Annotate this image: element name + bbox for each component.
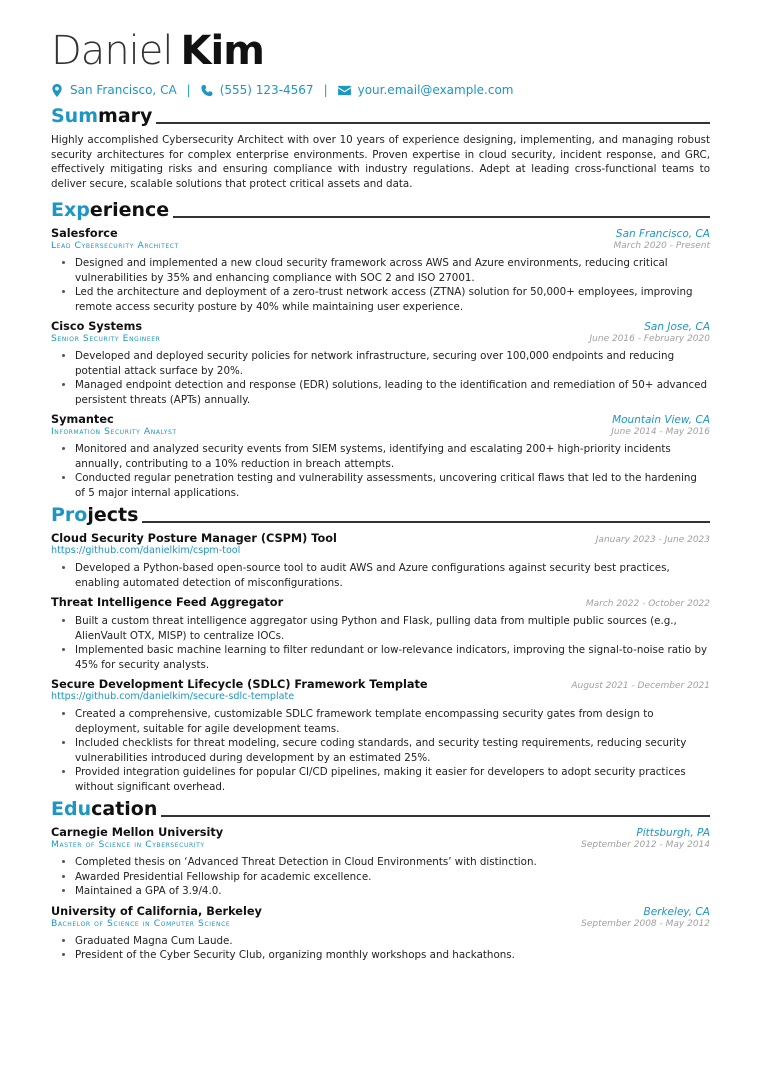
summary-text: Highly accomplished Cybersecurity Architect with over 10 years of experience designing, implementing, and managing robust security architectures for complex enterprise environments. Proven expertise in cloud security, incident response, and GRC, effectively mitigating risks and ensuring compliance with industry regulations. Adept at leading cross-functional teams to deliver secure, scalable solutions that protect critical assets and data. xyxy=(51,134,710,190)
bullet-list xyxy=(51,349,710,407)
role-title: Bachelor of Science in Computer Science xyxy=(51,917,231,929)
projects-heading: Projects xyxy=(51,504,710,526)
entry-subheader-row xyxy=(51,333,710,344)
organization-name: Carnegie Mellon University xyxy=(51,826,224,839)
location-contact xyxy=(51,83,177,97)
bullet-list xyxy=(51,256,710,314)
bullet-item: • Designed and implemented a new cloud security framework across AWS and Azure environments, reducing critical vulnerabilities by 35% and enhancing compliance with SOC 2 and ISO 27001. xyxy=(75,256,710,285)
email-contact[interactable] xyxy=(338,83,514,97)
entry-header-row xyxy=(51,320,710,333)
entry-header-row xyxy=(51,227,710,240)
entry-subheader-row xyxy=(51,839,710,850)
contact-separator: | xyxy=(186,83,191,97)
bullet-item: • Included checklists for threat modeling, secure coding standards, and security testing requirements, reducing security vulnerabilities introduced during development by an estimated 25%. xyxy=(75,736,710,765)
bullet-item: • Awarded Presidential Fellowship for academic excellence. xyxy=(75,870,710,885)
bullet-list xyxy=(51,561,710,590)
entry-location: Pittsburgh, PA xyxy=(636,827,710,839)
role-title: Lead Cybersecurity Architect xyxy=(51,240,179,251)
project-entry xyxy=(51,532,710,590)
organization-name: Symantec xyxy=(51,413,114,426)
last-name: Kim xyxy=(180,28,264,74)
phone-text: (555) 123-4567 xyxy=(219,83,314,97)
bullet-item: • Led the architecture and deployment of a zero-trust network access (ZTNA) solution for 50,000+ employees, improving remote access security posture by 40% while maintaining user experience. xyxy=(75,285,710,314)
section-rule xyxy=(161,815,710,817)
experience-entry xyxy=(51,320,710,407)
location-text: San Francisco, CA xyxy=(70,83,177,97)
bullet-item: • Developed and deployed security policies for network infrastructure, securing over 100,000 endpoints and reducing potential attack surface by 20%. xyxy=(75,349,710,378)
bullet-list xyxy=(51,707,710,794)
candidate-name xyxy=(51,28,710,74)
projects-list xyxy=(51,532,710,794)
education-heading: Education xyxy=(51,798,710,820)
entry-dates: January 2023 - June 2023 xyxy=(595,535,710,545)
bullet-item: • Developed a Python-based open-source tool to audit AWS and Azure configurations against security best practices, enabling automated detection of misconfigurations. xyxy=(75,561,710,590)
section-rule xyxy=(173,216,710,218)
bullet-item: • Monitored and analyzed security events from SIEM systems, identifying and escalating 200+ high-priority incidents annually, contributing to a 10% reduction in breach attempts. xyxy=(75,442,710,471)
entry-location: San Jose, CA xyxy=(644,321,710,333)
bullet-list xyxy=(51,855,710,899)
role-title: Master of Science in Cybersecurity xyxy=(51,839,205,850)
entry-header-row xyxy=(51,678,710,691)
map-pin-icon xyxy=(51,84,63,97)
entry-dates: September 2012 - May 2014 xyxy=(581,840,710,850)
section-rule xyxy=(142,521,710,523)
phone-icon xyxy=(201,84,213,97)
first-name: Daniel xyxy=(51,28,173,74)
bullet-item: • Graduated Magna Cum Laude. xyxy=(75,934,710,949)
project-link[interactable]: https://github.com/danielkim/cspm-tool xyxy=(51,545,241,556)
entry-header-row xyxy=(51,596,710,609)
project-entry xyxy=(51,678,710,794)
project-link[interactable]: https://github.com/danielkim/secure-sdlc-template xyxy=(51,691,295,702)
organization-name: Salesforce xyxy=(51,227,118,240)
entry-subheader-row xyxy=(51,240,710,251)
envelope-icon xyxy=(338,85,351,96)
bullet-item: • Provided integration guidelines for popular CI/CD pipelines, making it easier for developers to adopt security practices without significant overhead. xyxy=(75,765,710,794)
project-name: Secure Development Lifecycle (SDLC) Framework Template xyxy=(51,678,428,691)
entry-dates: March 2022 - October 2022 xyxy=(585,599,710,609)
experience-heading: Experience xyxy=(51,199,710,221)
section-rule xyxy=(156,122,710,124)
entry-location: Mountain View, CA xyxy=(612,414,710,426)
project-entry xyxy=(51,596,710,672)
phone-contact[interactable] xyxy=(201,83,314,97)
project-name: Cloud Security Posture Manager (CSPM) Tool xyxy=(51,532,337,545)
experience-list xyxy=(51,227,710,500)
entry-header-row xyxy=(51,532,710,545)
education-list xyxy=(51,826,710,963)
experience-entry xyxy=(51,227,710,314)
bullet-item: • President of the Cyber Security Club, organizing monthly workshops and hackathons. xyxy=(75,948,710,963)
bullet-item: • Managed endpoint detection and response (EDR) solutions, leading to the identification and remediation of 50+ advanced persistent threats (APTs) annually. xyxy=(75,378,710,407)
education-entry xyxy=(51,826,710,899)
organization-name: University of California, Berkeley xyxy=(51,904,262,918)
role-title: Senior Security Engineer xyxy=(51,333,161,344)
entry-header-row xyxy=(51,413,710,426)
entry-subheader-row xyxy=(51,918,710,929)
entry-location: Berkeley, CA xyxy=(643,905,710,918)
role-title: Information Security Analyst xyxy=(51,426,177,437)
email-text: your.email@example.com xyxy=(357,83,514,97)
summary-heading: Summary xyxy=(51,105,710,127)
contact-separator: | xyxy=(323,83,328,97)
entry-header-row xyxy=(51,826,710,839)
bullet-item: • Built a custom threat intelligence aggregator using Python and Flask, pulling data from multiple public sources (e.g., AlienVault OTX, MISP) to centralize IOCs. xyxy=(75,614,710,643)
experience-entry xyxy=(51,413,710,500)
contact-bar xyxy=(51,83,710,97)
entry-dates: June 2014 - May 2016 xyxy=(611,427,710,437)
bullet-list xyxy=(51,934,710,963)
entry-dates: March 2020 - Present xyxy=(613,241,710,251)
entry-dates: September 2008 - May 2012 xyxy=(581,918,710,929)
bullet-item: • Implemented basic machine learning to filter redundant or low-relevance indicators, improving the signal-to-noise ratio by 45% for security analysts. xyxy=(75,643,710,672)
project-name: Threat Intelligence Feed Aggregator xyxy=(51,596,284,609)
organization-name: Cisco Systems xyxy=(51,320,143,333)
entry-header-row xyxy=(51,905,710,918)
bullet-item: • Created a comprehensive, customizable SDLC framework template encompassing security gates from design to deployment, suitable for agile development teams. xyxy=(75,707,710,736)
education-entry xyxy=(51,905,710,963)
entry-dates: August 2021 - December 2021 xyxy=(571,681,710,691)
bullet-list xyxy=(51,614,710,672)
entry-dates: June 2016 - February 2020 xyxy=(589,334,710,344)
bullet-list xyxy=(51,442,710,500)
entry-subheader-row xyxy=(51,426,710,437)
bullet-item: • Completed thesis on ‘Advanced Threat Detection in Cloud Environments’ with distinction. xyxy=(75,855,710,870)
bullet-item: • Maintained a GPA of 3.9/4.0. xyxy=(75,884,710,899)
bullet-item: • Conducted regular penetration testing and vulnerability assessments, uncovering critical flaws that led to the hardening of 5 major internal applications. xyxy=(75,471,710,500)
entry-location: San Francisco, CA xyxy=(615,228,710,240)
